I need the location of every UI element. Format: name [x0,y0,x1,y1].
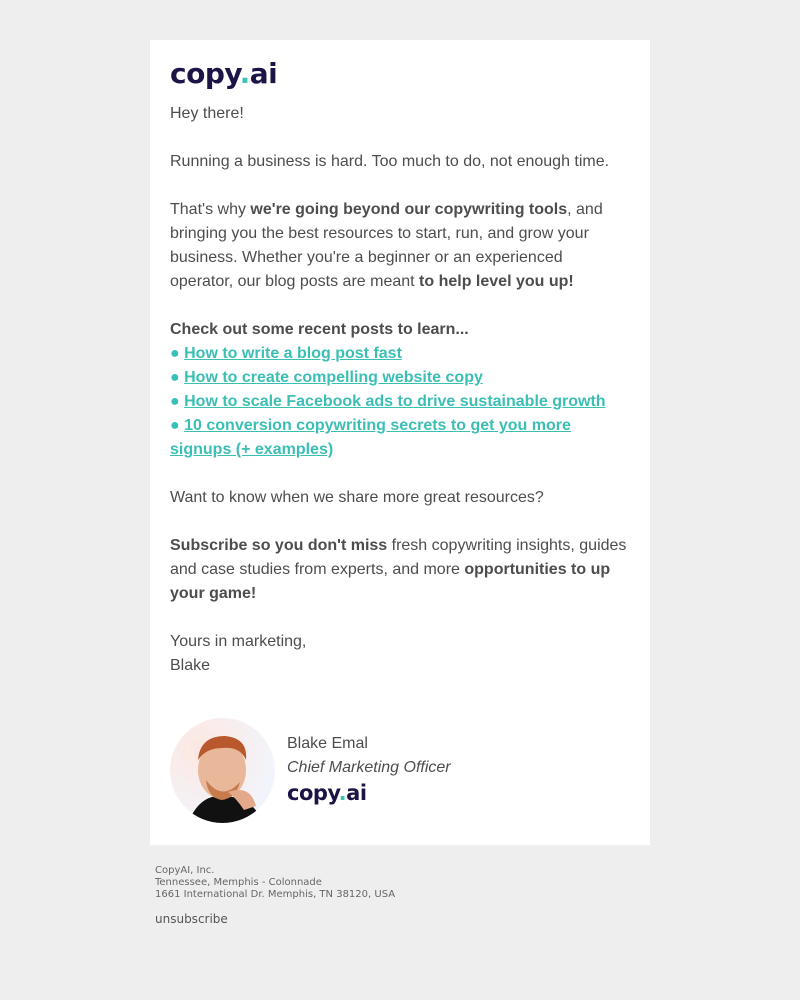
signature-title: Chief Marketing Officer [287,759,451,776]
footer-address: 1661 International Dr. Memphis, TN 38120, USA [155,889,396,900]
avatar [170,718,275,823]
text: , and bringing you the best resources to start, run, and grow your business. Whether you're a beginner or an experienced operator, our blog posts are meant [170,201,603,290]
bullet-icon: ● [170,417,180,434]
bold-text: Subscribe so you don't miss [170,537,388,554]
signature-name: Blake Emal [287,735,368,752]
posts-section [170,318,630,462]
post-link[interactable]: 10 conversion copywriting secrets to get you more signups (+ examples) [170,417,571,458]
signature [170,718,630,823]
text: That's why [170,201,251,218]
post-link[interactable]: How to create compelling website copy [184,369,483,386]
logo-suffix: ai [249,57,278,90]
bullet-icon: ● [170,345,180,362]
signature-logo [287,780,451,806]
logo-dot: . [338,781,347,805]
email-card [150,40,650,845]
logo-text: copy [170,57,240,90]
logo-suffix: ai [346,781,367,805]
closing [170,630,630,678]
greeting: Hey there! [170,105,244,122]
closing-text: Yours in marketing, [170,633,307,650]
logo-dot: . [239,57,250,90]
closing-name: Blake [170,657,211,674]
footer-company: CopyAI, Inc. [155,865,215,876]
bold-text: we're going beyond our copywriting tools [250,201,568,218]
unsubscribe-link[interactable]: unsubscribe [155,912,228,926]
paragraph-1: Running a business is hard. Too much to do, not enough time. [170,153,610,170]
logo-text: copy [287,781,339,805]
bold-text: to help level you up! [419,273,574,290]
bold-text: opportunities to up your game! [170,561,611,602]
bullet-icon: ● [170,393,180,410]
post-link[interactable]: How to scale Facebook ads to drive sustainable growth [184,393,606,410]
text: fresh copywriting insights, guides and case studies from experts, and more [170,537,627,578]
post-link[interactable]: How to write a blog post fast [184,345,402,362]
paragraph-4 [170,534,630,606]
person-photo-icon [170,718,275,823]
paragraph-2 [170,198,630,294]
paragraph-3: Want to know when we share more great resources? [170,489,544,506]
footer-location: Tennessee, Memphis - Colonnade [155,877,322,888]
bullet-icon: ● [170,369,180,386]
posts-heading: Check out some recent posts to learn... [170,321,469,338]
footer [155,865,395,925]
copyai-logo [170,58,630,92]
